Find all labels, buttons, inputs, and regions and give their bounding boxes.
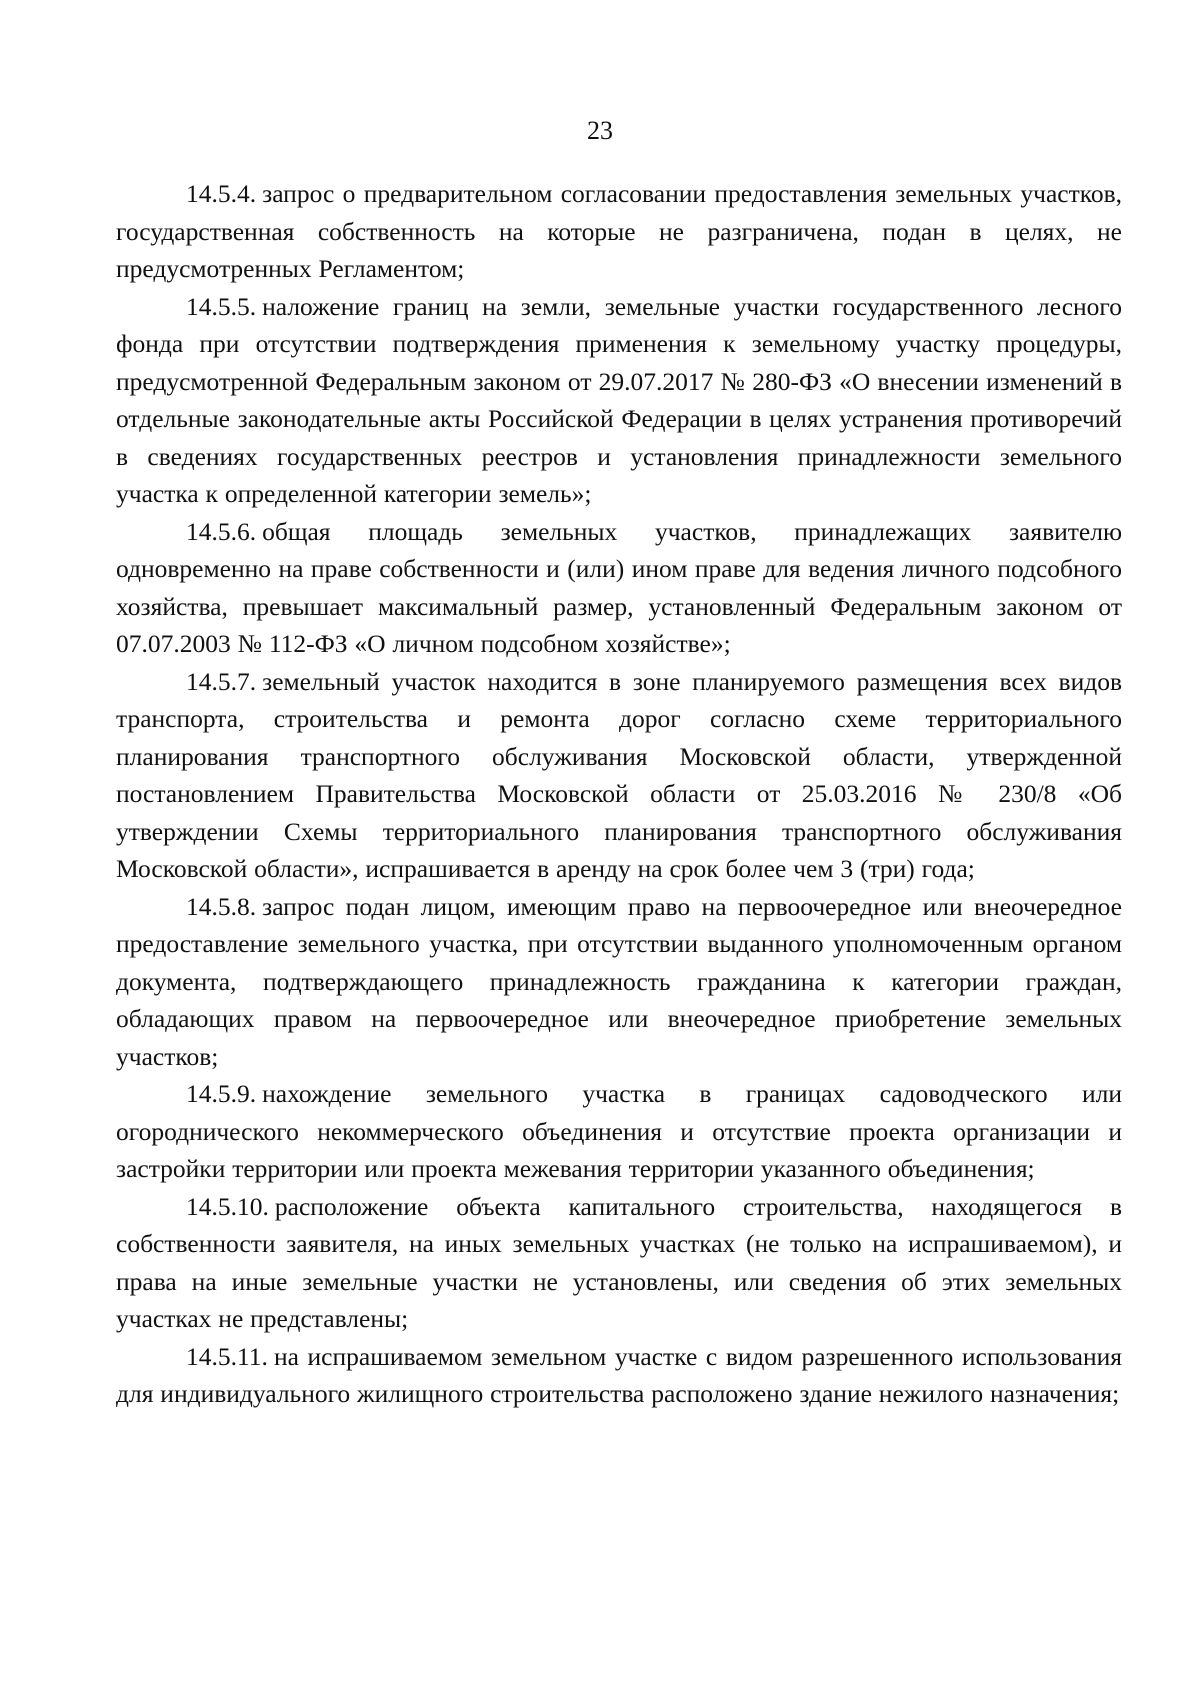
- list-item: [116, 1075, 1122, 1188]
- item-text: запрос о предварительном согласовании предоставления земельных участков, государственная собственность на которые не разграничена, подан в целях, не предусмотренных Регламентом;: [116, 179, 1122, 283]
- item-text: земельный участок находится в зоне планируемого размещения всех видов транспорта, строительства и ремонта дорог согласно схеме территориального планирования транспортного обслуживания Московской области, утвержденной постановлением Правительства Московской области от 25.03.2016 № 230/8 «Об утверждении Схемы территориального планирования транспортного обслуживания Московской области», испрашивается в аренду на срок более чем 3 (три) года;: [116, 666, 1122, 883]
- list-item: [116, 513, 1122, 663]
- item-text: на испрашиваемом земельном участке с видом разрешенного использования для индивидуального жилищного строительства расположено здание нежилого назначения;: [116, 1341, 1122, 1408]
- item-text: запрос подан лицом, имеющим право на первоочередное или внеочередное предоставление земельного участка, при отсутствии выданного уполномоченным органом документа, подтверждающего принадлежность гражданина к категории граждан, обладающих правом на первоочередное или внеочередное приобретение земельных участков;: [116, 891, 1122, 1071]
- list-item: [116, 1188, 1122, 1338]
- list-item: [116, 1338, 1122, 1413]
- item-number: 14.5.9.: [186, 1079, 257, 1108]
- page-number: 23: [587, 116, 613, 145]
- item-number: 14.5.8.: [186, 891, 257, 921]
- document-body: [116, 175, 1122, 1413]
- list-item: [116, 175, 1122, 288]
- item-number: 14.5.11.: [186, 1341, 268, 1371]
- item-number: 14.5.7.: [186, 666, 257, 696]
- item-text: нахождение земельного участка в границах садоводческого или огороднического некоммерческого объединения и отсутствие проекта организации и застройки территории или проекта межевания территории указанного объединения;: [116, 1079, 1122, 1183]
- item-text: общая площадь земельных участков, принадлежащих заявителю одновременно на праве собственности и (или) ином праве для ведения личного подсобного хозяйства, превышает максимальный размер, установленный Федеральным законом от 07.07.2003 № 112-ФЗ «О личном подсобном хозяйстве»;: [116, 516, 1122, 658]
- list-item: [116, 888, 1122, 1076]
- item-text: расположение объекта капитального строительства, находящегося в собственности заявителя, на иных земельных участках (не только на испрашиваемом), и права на иные земельные участки не установлены, или сведения об этих земельных участках не представлены;: [116, 1191, 1122, 1333]
- item-number: 14.5.4.: [186, 179, 257, 208]
- item-text: наложение границ на земли, земельные участки государственного лесного фонда при отсутствии подтверждения применения к земельному участку процедуры, предусмотренной Федеральным законом от 29.07.2017 № 280-ФЗ «О внесении изменений в отдельные законодательные акты Российской Федерации в целях устранения противоречий в сведениях государственных реестров и установления принадлежности земельного участка к определенной категории земель»;: [116, 291, 1122, 508]
- item-number: 14.5.6.: [186, 516, 257, 546]
- list-item: [116, 288, 1122, 513]
- item-number: 14.5.10.: [186, 1191, 269, 1221]
- item-number: 14.5.5.: [186, 291, 257, 321]
- list-item: [116, 663, 1122, 888]
